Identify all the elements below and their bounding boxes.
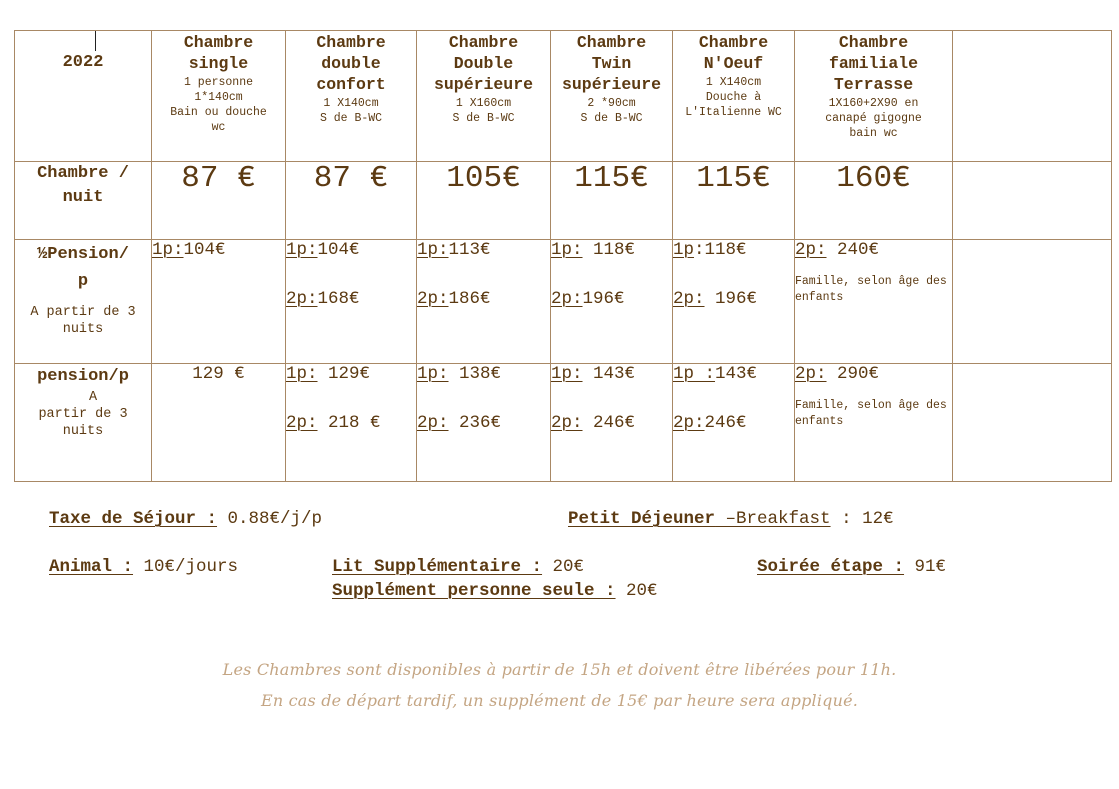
full-double-confort [286, 364, 417, 482]
soiree-label: Soirée étape : [757, 557, 905, 577]
empty-cell [953, 364, 1112, 482]
price-value: 104€ [183, 240, 226, 260]
persons-label: 2p: [795, 240, 827, 260]
price-value: 118€ [582, 240, 636, 260]
room-title-line: Twin [591, 54, 632, 73]
price-night-single: 87 € [152, 162, 286, 240]
price-table [14, 30, 1112, 482]
room-desc-line: 1 X140cm [323, 97, 379, 110]
animal [49, 557, 238, 577]
row-label-line: ½Pension/ [37, 245, 129, 264]
row-sub-line: partir de 3 [38, 407, 128, 422]
room-title-line: double [321, 54, 381, 73]
price-value: 143€ [582, 364, 636, 384]
room-header-single [152, 31, 286, 162]
room-desc-line: 1*140cm [194, 91, 243, 104]
persons-label: 1p: [417, 364, 449, 384]
price-value: 290€ [826, 364, 880, 384]
room-desc-line: canapé gigogne [825, 112, 922, 125]
room-title-line: Chambre [183, 33, 254, 52]
year-cell [15, 31, 152, 162]
year-label: 2022 [62, 53, 104, 72]
full-twin [551, 364, 673, 482]
row-sub-line: nuits [62, 424, 104, 439]
breakfast-sub: –Breakfast [715, 509, 831, 529]
full-noeuf [673, 364, 795, 482]
full-single [152, 364, 286, 482]
footer-line-2: En cas de départ tardif, un supplément de 15€ par heure sera appliqué. [260, 691, 859, 710]
price-value: 246€ [582, 413, 636, 433]
price-value: 143€ [715, 364, 758, 384]
breakfast-value: : 12€ [830, 509, 894, 529]
half-single [152, 240, 286, 364]
petit-dejeuner [568, 509, 894, 529]
room-title-line: confort [316, 75, 386, 94]
soiree-etape [757, 557, 946, 577]
price-value: 246€ [704, 413, 747, 433]
price-value: 104€ [317, 240, 360, 260]
persons-label: 2p: [795, 364, 827, 384]
taxe-label: Taxe de Séjour : [49, 509, 218, 529]
persons-label: 1p : [673, 364, 716, 384]
room-desc-line: bain wc [849, 127, 898, 140]
price-value: 138€ [448, 364, 502, 384]
header-row [15, 31, 1112, 162]
persons-label: 2p: [286, 413, 318, 433]
taxe-value: 0.88€/j/p [217, 509, 323, 529]
breakfast-label: Petit Déjeuner [568, 509, 716, 529]
room-title-line: Chambre [316, 33, 386, 52]
price-night-familiale: 160€ [795, 162, 953, 240]
persons-label: 1p: [551, 364, 583, 384]
room-header-double-confort [286, 31, 417, 162]
animal-label: Animal : [49, 557, 134, 577]
row-sub-line: A partir de 3 [30, 305, 136, 320]
supp-value: 20€ [615, 581, 658, 601]
price-night-noeuf: 115€ [673, 162, 795, 240]
room-desc-line: S de B-WC [452, 112, 515, 125]
row-sub-line: nuits [62, 322, 104, 337]
persons-label: 1p [673, 240, 695, 260]
price-night-double-confort: 87 € [286, 162, 417, 240]
price-value: 196€ [582, 289, 625, 309]
persons-label: 2p: [286, 289, 318, 309]
price-value: 129€ [317, 364, 371, 384]
room-header-familiale-terrasse [795, 31, 953, 162]
soiree-value: 91€ [904, 557, 947, 577]
persons-label: 1p: [152, 240, 184, 260]
half-double-superieure [417, 240, 551, 364]
persons-label: 2p: [417, 413, 449, 433]
row-night [15, 162, 1112, 240]
half-double-confort [286, 240, 417, 364]
room-desc-line: S de B-WC [580, 112, 643, 125]
full-double-superieure [417, 364, 551, 482]
price-value: 240€ [826, 240, 880, 260]
persons-label: 1p: [417, 240, 449, 260]
room-desc-line: S de B-WC [319, 112, 383, 125]
lit-value: 20€ [542, 557, 585, 577]
row-sub-line: A [88, 390, 98, 405]
room-title-line: Terrasse [833, 75, 914, 94]
row-label-line: nuit [62, 188, 104, 207]
persons-label: 2p: [673, 289, 705, 309]
half-familiale [795, 240, 953, 364]
room-title-line: familiale [828, 54, 919, 73]
room-header-twin-superieure [551, 31, 673, 162]
price-night-double-superieure: 105€ [417, 162, 551, 240]
room-title-line: single [188, 54, 249, 73]
row-full-label: pension/p A partir de 3 nuits [15, 364, 152, 482]
lit-supplementaire [332, 557, 584, 577]
empty-cell [953, 162, 1112, 240]
room-title-line: Chambre [448, 33, 519, 52]
price-value: 168€ [317, 289, 360, 309]
animal-value: 10€/jours [133, 557, 239, 577]
room-title-line: supérieure [561, 75, 662, 94]
room-desc-line: Douche à [705, 91, 762, 104]
row-night-label [15, 162, 152, 240]
room-header-noeuf [673, 31, 795, 162]
persons-label: 2p: [673, 413, 705, 433]
persons-label: 1p: [286, 364, 318, 384]
supp-label: Supplément personne seule : [332, 581, 616, 601]
lit-label: Lit Supplémentaire : [332, 557, 543, 577]
room-title-line: supérieure [433, 75, 534, 94]
price-value: 129 € [192, 364, 245, 384]
persons-label: 2p: [551, 289, 583, 309]
row-half-label [15, 240, 152, 364]
room-title-line: Chambre [838, 33, 909, 52]
row-half-pension [15, 240, 1112, 364]
price-value: 186€ [448, 289, 491, 309]
price-value: 113€ [448, 240, 491, 260]
room-title-line: Double [453, 54, 514, 73]
price-value: 196€ [704, 289, 758, 309]
room-desc-line: Bain ou douche [170, 106, 267, 119]
persons-label: 1p: [551, 240, 583, 260]
room-title-line: N'Oeuf [703, 54, 764, 73]
cursor-tick [95, 31, 96, 51]
persons-label: 1p: [286, 240, 318, 260]
price-value: 236€ [448, 413, 502, 433]
row-label-line: p [77, 272, 89, 291]
room-desc-line: 1 X140cm [705, 76, 762, 89]
room-title-line: Chambre [698, 33, 769, 52]
taxe-sejour [49, 509, 322, 529]
row-label-line: Chambre / [37, 164, 129, 183]
family-note: Famille, selon âge des enfants [795, 275, 947, 304]
half-noeuf [673, 240, 795, 364]
room-desc-line: L'Italienne WC [685, 106, 782, 119]
room-desc-line: 2 *90cm [587, 97, 636, 110]
supplement-personne-seule [332, 581, 658, 601]
full-familiale [795, 364, 953, 482]
price-value: 218 € [317, 413, 381, 433]
room-desc-line: 1 X160cm [455, 97, 512, 110]
price-night-twin: 115€ [551, 162, 673, 240]
persons-label: 2p: [417, 289, 449, 309]
room-desc-line: 1X160+2X90 en [828, 97, 919, 110]
room-desc-line: wc [211, 121, 226, 134]
row-full-pension [15, 364, 1112, 482]
footer-line-1: Les Chambres sont disponibles à partir de 15h et doivent être libérées pour 11h. [222, 660, 897, 679]
family-note: Famille, selon âge des enfants [795, 399, 947, 428]
room-desc-line: 1 personne [183, 76, 253, 89]
persons-label: 2p: [551, 413, 583, 433]
half-twin [551, 240, 673, 364]
price-value: :118€ [694, 240, 747, 260]
empty-cell [953, 240, 1112, 364]
empty-cell [953, 31, 1112, 162]
room-title-line: Chambre [576, 33, 647, 52]
room-header-double-superieure [417, 31, 551, 162]
